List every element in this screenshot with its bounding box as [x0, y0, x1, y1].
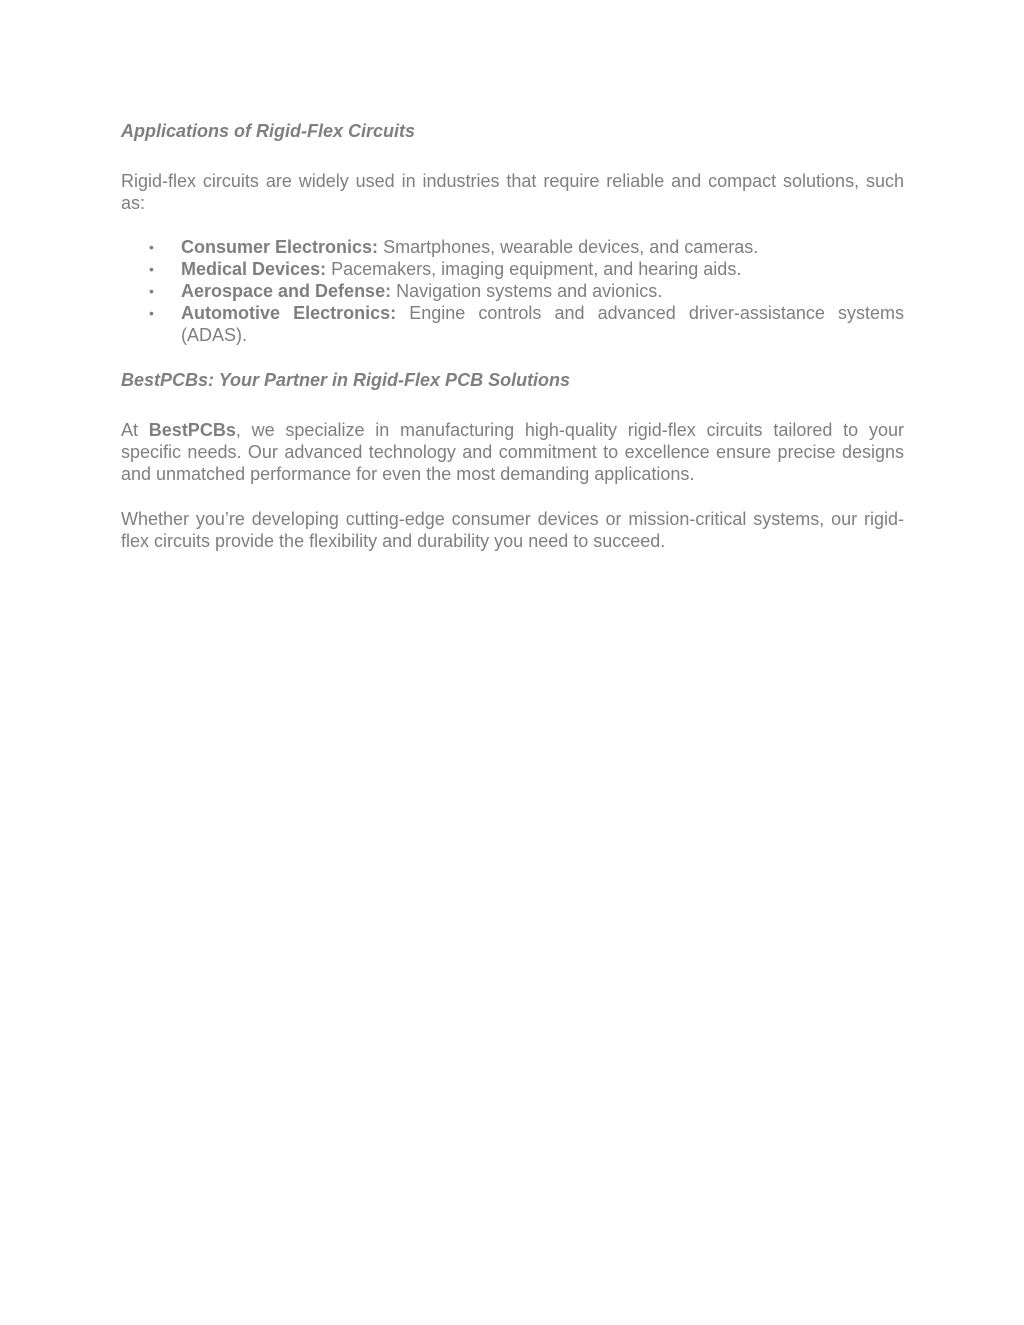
list-item-text: Pacemakers, imaging equipment, and hearing aids. — [326, 259, 742, 279]
list-item-text: Smartphones, wearable devices, and cameras. — [378, 237, 759, 257]
list-item-label: Medical Devices: — [181, 259, 327, 279]
list-item-aerospace-defense — [121, 280, 904, 302]
bullet-icon: • — [149, 261, 154, 277]
list-item-label: Automotive Electronics: — [181, 303, 397, 323]
list-item-label: Consumer Electronics: — [181, 237, 379, 257]
document-page — [121, 118, 904, 552]
list-item-consumer-electronics — [121, 236, 904, 258]
section-heading-applications: Applications of Rigid-Flex Circuits — [121, 121, 416, 141]
bullet-icon: • — [149, 305, 154, 321]
section-heading-bestpcbs: BestPCBs: Your Partner in Rigid-Flex PCB Solutions — [121, 370, 571, 390]
list-item-medical-devices — [121, 258, 904, 280]
list-item-label: Aerospace and Defense: — [181, 281, 392, 301]
bullet-icon: • — [149, 283, 154, 299]
list-item-text: Engine controls and advanced driver-assistance systems (ADAS). — [181, 303, 904, 345]
company-paragraph — [121, 419, 904, 485]
paragraph-body: , we specialize in manufacturing high-quality rigid-flex circuits tailored to your specific needs. Our advanced technology and commitment to excellence ensure precise designs and unmatched performance for even the most demanding applications. — [121, 420, 904, 484]
bullet-icon: • — [149, 239, 154, 255]
brand-name: BestPCBs — [148, 420, 236, 440]
intro-paragraph: Rigid-flex circuits are widely used in industries that require reliable and compact solutions, such as: — [121, 171, 904, 213]
closing-paragraph: Whether you’re developing cutting-edge consumer devices or mission-critical systems, our rigid-flex circuits provide the flexibility and durability you need to succeed. — [121, 509, 904, 551]
list-item-automotive-electronics — [121, 302, 904, 346]
list-item-text: Navigation systems and avionics. — [391, 281, 663, 301]
applications-list — [121, 236, 904, 346]
paragraph-prefix: At — [121, 420, 149, 440]
